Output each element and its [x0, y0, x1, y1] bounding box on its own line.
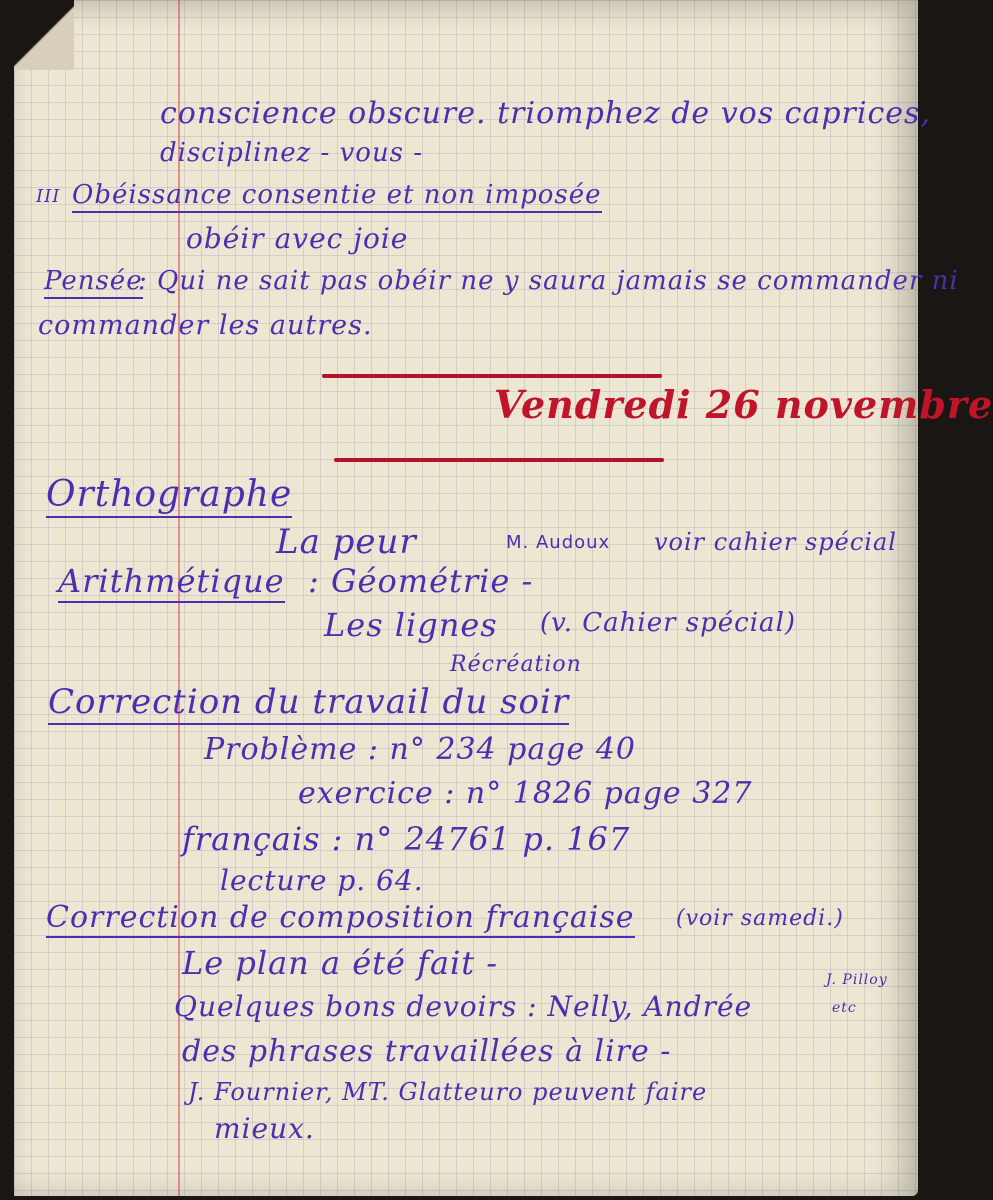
line-commander: commander les autres. [38, 310, 373, 341]
date-heading: Vendredi 26 novembre [494, 382, 993, 427]
cahier-special-1: voir cahier spécial [654, 528, 897, 556]
section-number: III [36, 186, 61, 207]
fournier: J. Fournier, MT. Glatteuro peuvent faire [188, 1078, 708, 1106]
bons-devoirs: Quelques bons devoirs : Nelly, Andrée [174, 990, 753, 1023]
heading-obeissance: Obéissance consentie et non imposée [72, 180, 602, 213]
exercice: exercice : n° 1826 page 327 [298, 776, 753, 811]
heading-correction-composition: Correction de composition française [46, 900, 635, 938]
pilloy: J. Pilloy [826, 972, 888, 988]
dictation-title: La peur [276, 522, 417, 562]
heading-orthographe: Orthographe [46, 474, 292, 518]
dictation-author: M. Audoux [506, 532, 611, 553]
line-obeir: obéir avec joie [186, 222, 409, 255]
etc: etc [832, 1000, 857, 1016]
compo-note: (voir samedi.) [676, 906, 844, 931]
date-rule-top [322, 374, 662, 378]
lecture: lecture p. 64. [220, 864, 424, 897]
page-fold-corner [14, 0, 74, 70]
geometrie: : Géométrie - [308, 562, 534, 600]
line-1: conscience obscure. triomphez de vos caprices, [160, 96, 931, 131]
phrases: des phrases travaillées à lire - [182, 1034, 672, 1069]
les-lignes: Les lignes [324, 606, 498, 644]
mieux: mieux. [214, 1112, 315, 1145]
notebook-page [14, 0, 993, 1196]
pensee-label: Pensée [44, 266, 143, 299]
pensee-text: : Qui ne sait pas obéir ne y saura jamais se commander ni [138, 266, 959, 296]
probleme: Problème : n° 234 page 40 [204, 732, 636, 767]
plan-fait: Le plan a été fait - [182, 944, 499, 982]
line-2: disciplinez - vous - [160, 138, 424, 168]
heading-arithmetique: Arithmétique [58, 562, 285, 603]
date-rule-bottom [334, 458, 664, 462]
recreation: Récréation [450, 652, 582, 677]
heading-correction-travail: Correction du travail du soir [48, 682, 569, 725]
cahier-special-2: (v. Cahier spécial) [540, 608, 797, 638]
francais: français : n° 24761 p. 167 [182, 820, 631, 858]
